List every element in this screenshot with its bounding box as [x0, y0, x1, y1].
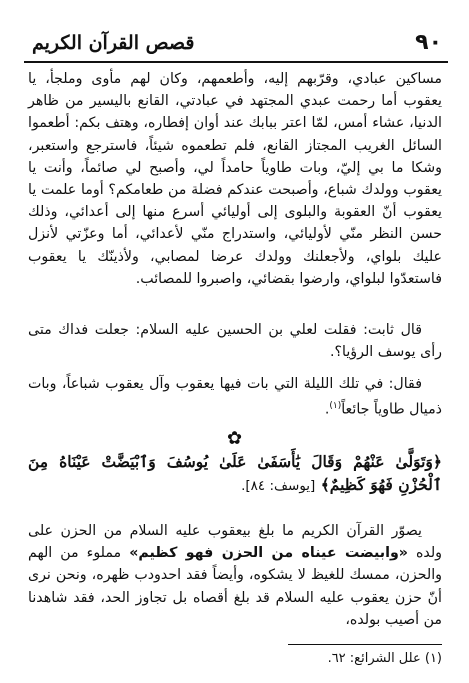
separator-ornament: ✿ [226, 428, 243, 449]
book-title: قصص القرآن الكريم [32, 32, 195, 54]
paragraph-4-quote: «وابيضت عيناه من الحزن فهو كظيم» [129, 545, 408, 562]
footnote-rule [288, 644, 442, 645]
paragraph-4-part1: يصوّر القرآن الكريم ما بلغ بيعقوب عليه السلام من الحزن على ولده [28, 523, 442, 562]
header-rule [24, 61, 448, 63]
page-header [24, 30, 448, 60]
paragraph-3: فقال: في تلك الليلة التي بات فيها يعقوب وآل يعقوب شباعاً، وبات ذميال طاوياً جائعاً$^{(١)}$. [28, 376, 442, 418]
paragraph-2: قال ثابت: فقلت لعلي بن الحسين عليه السلام: جعلت فداك متى رأى يوسف الرؤيا؟. [28, 322, 442, 361]
paragraph-3-text: فقال: في تلك الليلة التي بات فيها يعقوب وآل يعقوب شباعاً، وبات ذميال طاوياً جائعاً [28, 376, 442, 418]
verse-reference: [يوسف: ٨٤]. [241, 478, 316, 494]
paragraph-1: مساكين عبادي، وقرّبهم إليه، وأطعمهم، وكان لهم مأوى وملجأ، يا يعقوب أما رحمت عبدي المجتهد في عبادتي، القانع باليسير من ظاهر الدنيا، عشاء أمس، لمّا اعتر ببابك عند أوان إفطاره، وهتف بكم: أطعموا السائل الغريب المجتاز القانع، فلم تطعموه شيئاً، فاسترجع واستعبر، وشكا ما بي إليّ، وبات طاوياً حامداً لي، وأصبح لي صائماً، وأنت يا يعقوب وولدك شباع، وأصبحت عندكم فضلة من طعامكم؟ أوما علمت يا يعقوب أنّ العقوبة والبلوى إلى أوليائي أسرع منها إلى أعدائي، وذلك حسن النظر منّي لأوليائي، واستدراج منّي لأعدائي، أما وعزّتي لأنزل عليك بلواي، ولأجعلنك وولدك عرضا لمصابي، ولأذينّك يا يعقوب فاستعدّوا لبلواي، وارضوا بقضائي، واصبروا للمصائب. [28, 71, 442, 287]
paragraph-4-part2: مملوء من الهم والحزن، ممسك للغيظ لا يشكوه، وأيضاً فقد احدودب ظهره، ونحن نرى أنّ حزن يعقوب عليه السلام قد بلغ أقصاه بل تجاوز الحد، فقد شاهدنا من أصيب بولده، [28, 545, 442, 628]
page-number: ٩٠ [415, 30, 442, 55]
paragraph-4 [28, 520, 442, 631]
footnote-number: (١) [424, 651, 442, 666]
footnote-marker: (١) [329, 401, 342, 412]
quran-verse [28, 450, 442, 498]
footnote-text: علل الشرائع: ٦٢. [327, 651, 421, 666]
verse-text: ﴿وَتَوَلَّىٰ عَنْهُمْ وَقَالَ يَٰأَسَفَىٰ عَلَىٰ يُوسُفَ وَٱبْيَضَّتْ عَيْنَاهُ مِنَ ٱلْحُزْنِ فَهُوَ كَظِيمٌ﴾ [28, 452, 442, 494]
footnote [28, 651, 442, 666]
